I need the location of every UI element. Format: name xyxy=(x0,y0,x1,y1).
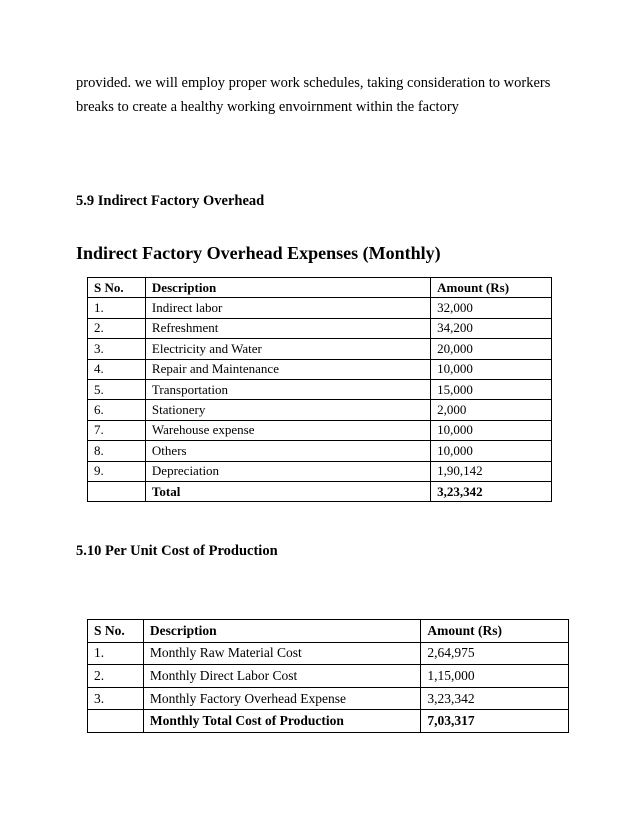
table-row xyxy=(88,665,569,688)
sno-cell: 5. xyxy=(88,379,146,399)
description-cell: Stationery xyxy=(145,400,430,420)
description-cell: Repair and Maintenance xyxy=(145,359,430,379)
total-row xyxy=(88,481,552,501)
description-cell: Transportation xyxy=(145,379,430,399)
table-header-row xyxy=(88,278,552,298)
sno-cell: 2. xyxy=(88,318,146,338)
table-row xyxy=(88,379,552,399)
total-label: Total xyxy=(145,481,430,501)
amount-cell: 3,23,342 xyxy=(421,687,569,710)
sno-cell: 3. xyxy=(88,339,146,359)
sno-cell xyxy=(88,481,146,501)
description-cell: Warehouse expense xyxy=(145,420,430,440)
sno-cell: 9. xyxy=(88,461,146,481)
table-row xyxy=(88,298,552,318)
sno-cell xyxy=(88,710,144,733)
amount-cell: 1,15,000 xyxy=(421,665,569,688)
amount-cell: 2,64,975 xyxy=(421,642,569,665)
sno-cell: 1. xyxy=(88,298,146,318)
header-cell: Amount (Rs) xyxy=(421,620,569,643)
section-heading-5-9: 5.9 Indirect Factory Overhead xyxy=(76,193,265,209)
amount-cell: 20,000 xyxy=(431,339,552,359)
table-header-row xyxy=(88,620,569,643)
description-cell: Monthly Factory Overhead Expense xyxy=(143,687,421,710)
paragraph-line: provided. we will employ proper work schedules, taking consideration to workers xyxy=(76,75,551,91)
amount-cell: 10,000 xyxy=(431,420,552,440)
sno-cell: 4. xyxy=(88,359,146,379)
table-row xyxy=(88,318,552,338)
header-cell: Description xyxy=(145,278,430,298)
amount-cell: 10,000 xyxy=(431,441,552,461)
amount-cell: 1,90,142 xyxy=(431,461,552,481)
header-cell: Description xyxy=(143,620,421,643)
description-cell: Depreciation xyxy=(145,461,430,481)
intro-paragraph xyxy=(76,71,576,119)
table-row xyxy=(88,339,552,359)
overhead-expenses-table xyxy=(87,277,552,502)
sno-cell: 7. xyxy=(88,420,146,440)
header-cell: S No. xyxy=(88,278,146,298)
amount-cell: 10,000 xyxy=(431,359,552,379)
table-row xyxy=(88,420,552,440)
header-cell: S No. xyxy=(88,620,144,643)
table-row xyxy=(88,461,552,481)
sno-cell: 6. xyxy=(88,400,146,420)
header-cell: Amount (Rs) xyxy=(431,278,552,298)
sno-cell: 2. xyxy=(88,665,144,688)
amount-cell: 32,000 xyxy=(431,298,552,318)
total-label: Monthly Total Cost of Production xyxy=(143,710,421,733)
amount-cell: 15,000 xyxy=(431,379,552,399)
table-row xyxy=(88,687,569,710)
description-cell: Monthly Direct Labor Cost xyxy=(143,665,421,688)
description-cell: Electricity and Water xyxy=(145,339,430,359)
amount-cell: 34,200 xyxy=(431,318,552,338)
total-amount: 3,23,342 xyxy=(431,481,552,501)
table1-title: Indirect Factory Overhead Expenses (Monthly) xyxy=(76,243,441,263)
paragraph-line: breaks to create a healthy working envoirnment within the factory xyxy=(76,99,459,115)
cost-of-production-table xyxy=(87,619,569,733)
amount-cell: 2,000 xyxy=(431,400,552,420)
description-cell: Refreshment xyxy=(145,318,430,338)
table-row xyxy=(88,441,552,461)
description-cell: Monthly Raw Material Cost xyxy=(143,642,421,665)
description-cell: Indirect labor xyxy=(145,298,430,318)
table-row xyxy=(88,400,552,420)
description-cell: Others xyxy=(145,441,430,461)
total-row xyxy=(88,710,569,733)
total-amount: 7,03,317 xyxy=(421,710,569,733)
table-row xyxy=(88,642,569,665)
section-heading-5-10: 5.10 Per Unit Cost of Production xyxy=(76,543,278,559)
sno-cell: 1. xyxy=(88,642,144,665)
sno-cell: 8. xyxy=(88,441,146,461)
sno-cell: 3. xyxy=(88,687,144,710)
table-row xyxy=(88,359,552,379)
